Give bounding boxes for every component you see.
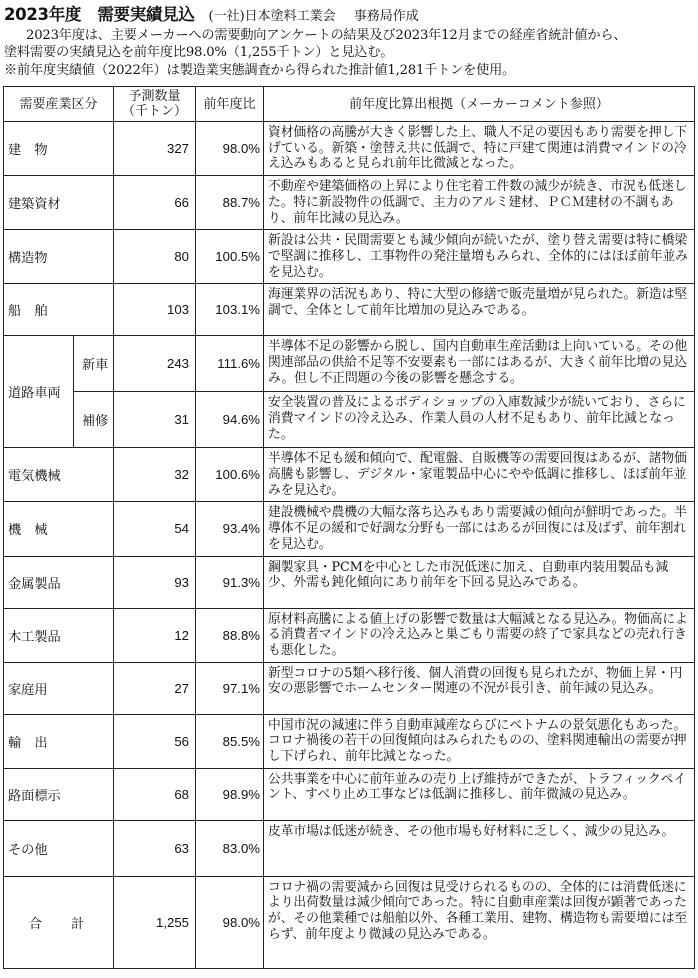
yoy-cell: 88.7% bbox=[196, 176, 264, 230]
table-row bbox=[4, 608, 695, 662]
yoy-cell: 97.1% bbox=[196, 662, 264, 714]
subcategory-cell: 新車 bbox=[74, 336, 114, 392]
category-cell: 建築資材 bbox=[4, 176, 114, 230]
intro-text bbox=[4, 27, 694, 79]
category-cell: 構造物 bbox=[4, 230, 114, 284]
comment-cell: 公共事業を中心に前年並みの売り上げ維持ができたが、トラフィックペイント、すべり止め工事などは低調に推移し、前年微減の見込み。 bbox=[264, 768, 695, 820]
comment-cell: 鋼製家具・PCMを中心とした市況低迷に加え、自動車内装用製品も減少、外需も鈍化傾向にあり前年を下回る見込みである。 bbox=[264, 556, 695, 608]
table-header-row bbox=[4, 87, 695, 122]
yoy-cell: 94.6% bbox=[196, 392, 264, 448]
comment-cell: 安全装置の普及によるボディショップの入庫数減少が続いており、さらに消費マインドの冷え込み、作業人員の人材不足もあり、前年比減となった。 bbox=[264, 392, 695, 448]
comment-cell: 半導体不足も緩和傾向で、配電盤、自販機等の需要回復はあるが、諸物価高騰も影響し、デジタル・家電製品中心にやや低調に推移し、ほぼ前年並みを見込む。 bbox=[264, 448, 695, 502]
table-row bbox=[4, 230, 695, 284]
category-cell: その他 bbox=[4, 820, 114, 876]
comment-cell: 原材料高騰による値上げの影響で数量は大幅減となる見込み。物価高による消費者マインドの冷え込みと巣ごもり需要の終了で家具などの売れ行きも悪化した。 bbox=[264, 608, 695, 662]
total-label-cell: 合 計 bbox=[4, 876, 114, 968]
road-vehicle-group-cell: 道路車両 bbox=[4, 336, 74, 448]
yoy-cell: 98.9% bbox=[196, 768, 264, 820]
forecast-cell: 80 bbox=[114, 230, 196, 284]
comment-cell: 建設機械や農機の大幅な落ち込みもあり需要減の傾向が鮮明であった。半導体不足の緩和で好調な分野も一部にはあるが回復には及ばず、前年割れを見込む。 bbox=[264, 502, 695, 556]
table-row bbox=[4, 284, 695, 336]
comment-cell: 中国市況の減速に伴う自動車減産ならびにベトナムの景気悪化もあった。コロナ禍後の若干の回復傾向はみられたものの、塗料関連輸出の需要が押し下げられ、前年比減となった。 bbox=[264, 714, 695, 768]
comment-cell: 資材価格の高騰が大きく影響した上、職人不足の要因もあり需要を押し下げている。新築・塗替え共に低調で、特に戸建て関連は消費マインドの冷え込みもあると見られ前年比微減となった。 bbox=[264, 122, 695, 176]
table-row bbox=[4, 662, 695, 714]
category-cell: 路面標示 bbox=[4, 768, 114, 820]
forecast-cell: 32 bbox=[114, 448, 196, 502]
yoy-cell: 111.6% bbox=[196, 336, 264, 392]
yoy-cell: 83.0% bbox=[196, 820, 264, 876]
category-cell: 船 舶 bbox=[4, 284, 114, 336]
table-row bbox=[4, 448, 695, 502]
forecast-cell: 31 bbox=[114, 392, 196, 448]
table-row bbox=[4, 122, 695, 176]
demand-table bbox=[3, 86, 695, 969]
table-row bbox=[4, 502, 695, 556]
yoy-cell: 85.5% bbox=[196, 714, 264, 768]
document-title-line bbox=[4, 1, 419, 27]
total-comment-cell: コロナ禍の需要減から回復は見受けられるものの、全体的には消費低迷により出荷数量は減少傾向であった。特に自動車産業は回復が顕著であったが、その他業種では船舶以外、各種工業用、建物、構造物も需要増には至らず、前年度より微減の見込みである。 bbox=[264, 876, 695, 968]
total-yoy-cell: 98.0% bbox=[196, 876, 264, 968]
table-row bbox=[4, 392, 695, 448]
organization-name: (一社)日本塗料工業会 bbox=[208, 9, 336, 24]
header-basis: 前年度比算出根拠（メーカーコメント参照） bbox=[264, 87, 695, 122]
comment-cell: 新型コロナの5類へ移行後、個人消費の回復も見られたが、物価上昇・円安の悪影響でホームセンター関連の不況が長引き、前年減の見込み。 bbox=[264, 662, 695, 714]
subcategory-cell: 補修 bbox=[74, 392, 114, 448]
category-cell: 木工製品 bbox=[4, 608, 114, 662]
comment-cell: 皮革市場は低迷が続き、その他市場も好材料に乏しく、減少の見込み。 bbox=[264, 820, 695, 876]
category-cell: 電気機械 bbox=[4, 448, 114, 502]
department-name: 事務局作成 bbox=[353, 9, 419, 24]
category-cell: 機 械 bbox=[4, 502, 114, 556]
forecast-cell: 63 bbox=[114, 820, 196, 876]
category-cell: 金属製品 bbox=[4, 556, 114, 608]
yoy-cell: 100.5% bbox=[196, 230, 264, 284]
table-row bbox=[4, 176, 695, 230]
category-cell: 建 物 bbox=[4, 122, 114, 176]
header-yoy: 前年度比 bbox=[196, 87, 264, 122]
category-cell: 家庭用 bbox=[4, 662, 114, 714]
comment-cell: 半導体不足の影響から脱し、国内自動車生産活動は上向いている。その他関連部品の供給不足等不安要素も一部にはあるが、大きく前年比増の見込み。但し不正問題の今後の影響を懸念する。 bbox=[264, 336, 695, 392]
comment-cell: 新設は公共・民間需要とも減少傾向が続いたが、塗り替え需要は特に橋梁で堅調に推移し、工事物件の発注量増もみられ、全体的にはほぼ前年並みを見込む。 bbox=[264, 230, 695, 284]
forecast-cell: 56 bbox=[114, 714, 196, 768]
table-row bbox=[4, 820, 695, 876]
forecast-cell: 68 bbox=[114, 768, 196, 820]
table-row bbox=[4, 556, 695, 608]
forecast-cell: 66 bbox=[114, 176, 196, 230]
yoy-cell: 103.1% bbox=[196, 284, 264, 336]
total-row bbox=[4, 876, 695, 968]
table-row bbox=[4, 768, 695, 820]
forecast-cell: 12 bbox=[114, 608, 196, 662]
forecast-cell: 93 bbox=[114, 556, 196, 608]
table-row bbox=[4, 714, 695, 768]
header-forecast: 予測数量 （千トン） bbox=[114, 87, 196, 122]
forecast-cell: 327 bbox=[114, 122, 196, 176]
intro-note: ※前年度実績値（2022年）は製造業実態調査から得られた推計値1,281千トンを使用。 bbox=[4, 62, 516, 78]
forecast-cell: 243 bbox=[114, 336, 196, 392]
category-cell: 輸 出 bbox=[4, 714, 114, 768]
intro-line-1: 2023年度は、主要メーカーへの需要動向アンケートの結果及び2023年12月までの経産省統計値から、 bbox=[26, 28, 627, 43]
forecast-cell: 27 bbox=[114, 662, 196, 714]
yoy-cell: 100.6% bbox=[196, 448, 264, 502]
intro-line-2: 塗料需要の実績見込を前年度比98.0%（1,255千トン）と見込む。 bbox=[4, 45, 394, 61]
yoy-cell: 93.4% bbox=[196, 502, 264, 556]
table-row bbox=[4, 336, 695, 392]
header-category: 需要産業区分 bbox=[4, 87, 114, 122]
document-title: 2023年度 需要実績見込 bbox=[4, 5, 195, 24]
comment-cell: 不動産や建築価格の上昇により住宅着工件数の減少が続き、市況も低迷した。特に新設物件の低調で、主力のアルミ建材、ＰＣＭ建材の不調もあり、前年比減の見込み。 bbox=[264, 176, 695, 230]
comment-cell: 海運業界の活況もあり、特に大型の修繕で販売量増が見られた。新造は堅調で、全体として前年比増加の見込みである。 bbox=[264, 284, 695, 336]
forecast-cell: 54 bbox=[114, 502, 196, 556]
forecast-cell: 103 bbox=[114, 284, 196, 336]
yoy-cell: 88.8% bbox=[196, 608, 264, 662]
yoy-cell: 98.0% bbox=[196, 122, 264, 176]
yoy-cell: 91.3% bbox=[196, 556, 264, 608]
total-forecast-cell: 1,255 bbox=[114, 876, 196, 968]
